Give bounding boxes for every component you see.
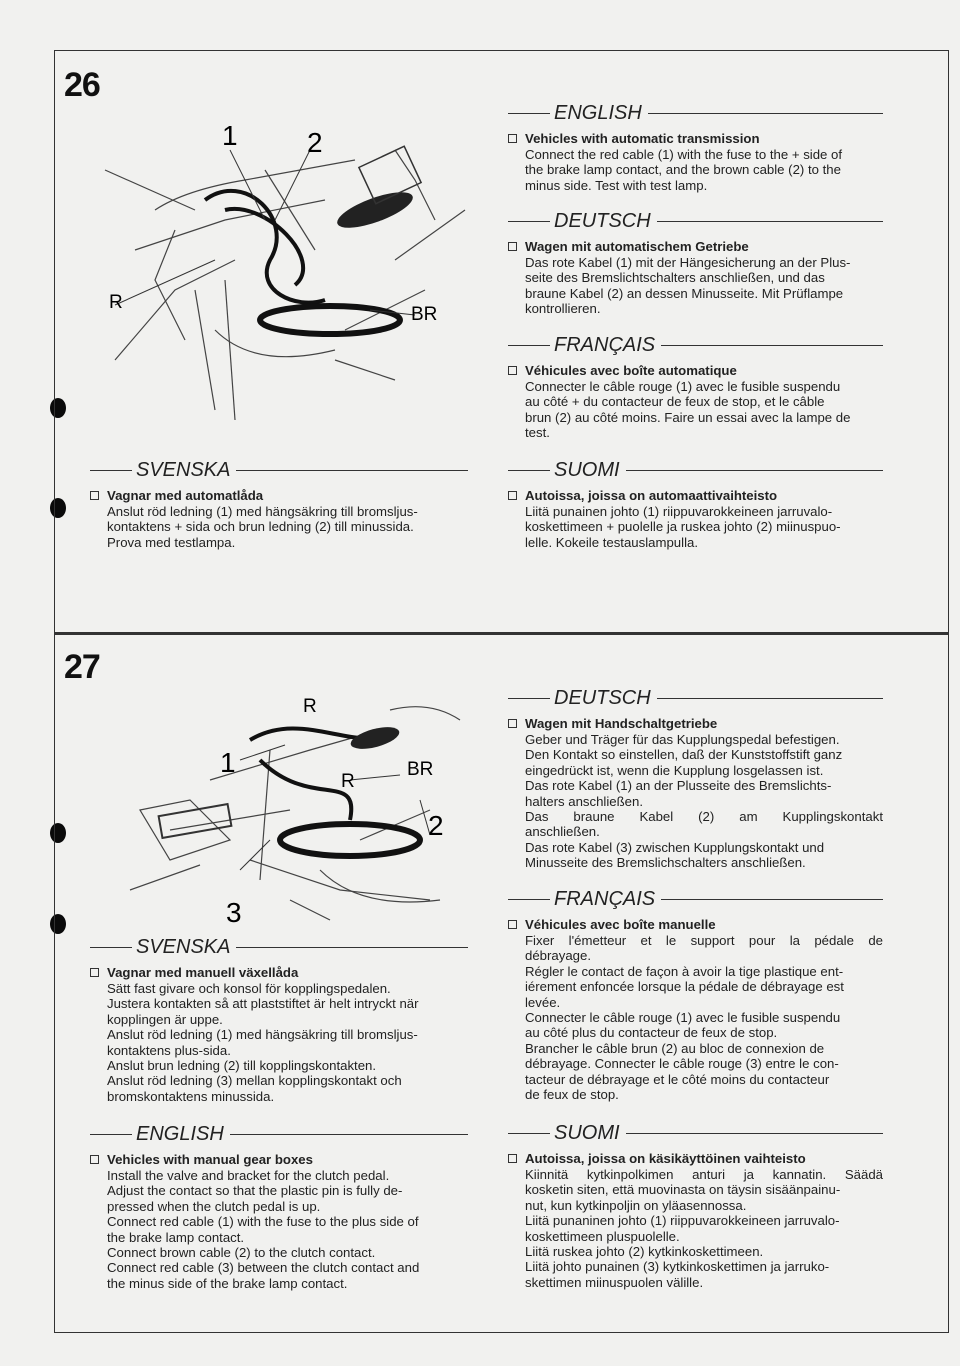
checkbox-icon bbox=[508, 920, 517, 929]
cable-1-label: 1 bbox=[220, 747, 236, 778]
svenska-section-27 bbox=[90, 936, 468, 1104]
instructions: Fixer l'émetteur et le support pour la pédale de débrayage. Régler le contact de façon à avoir la tige plastique ent- iérement enfoncée lorsque la pédale de débrayage est levée. Connecter le câble rouge (1) avec le fusible suspendu au côté plus du contacteur de feux de stop. Brancher le câble brun (2) au bloc de connexion de débrayage. Connecter le câble rouge (3) entre le con- tacteur de débrayage et le côté moins du contacteur de feux de stop. bbox=[525, 933, 883, 1103]
instructions: Geber und Träger für das Kupplungspedal befestigen. Den Kontakt so einstellen, daß der Kunststoffstift ganz eingedrückt ist, wenn die Kupplung losgelassen ist. Das rote Kabel (1) an der Plusseite des Bremslichts- halters anschließen. Das braune Kabel (2) am Kupplingskontakt anschließen. Das rote Kabel (3) zwischen Kupplungskontakt und Minusseite des Bremslichschalters anschließen. bbox=[525, 732, 883, 871]
cable-2-label: 2 bbox=[428, 810, 444, 841]
checkbox-icon bbox=[508, 1154, 517, 1163]
checkbox-icon bbox=[90, 968, 99, 977]
section-title: Autoissa, joissa on käsikäyttöinen vaihteisto bbox=[525, 1151, 806, 1166]
section-title: Vagnar med manuell växellåda bbox=[107, 965, 299, 980]
lang-heading: ENGLISH bbox=[90, 1123, 468, 1146]
checkbox-icon bbox=[90, 1155, 99, 1164]
deutsch-section-27 bbox=[508, 687, 883, 871]
deutsch-section-26 bbox=[508, 210, 883, 317]
section-title: Vagnar med automatlåda bbox=[107, 488, 264, 503]
instructions: Kiinnitä kytkinpolkimen anturi ja kannatin. Säädä kosketin siten, että muovinasta on täysin sisäänpainu- nut, kun kytkinpoljin on yläasennossa. Liitä punaninen johto (1) riippuvarokkeineen jarruvalo- koskettimeen pluspuolelle. Liitä ruskea johto (2) kytkinkoskettimeen. Liitä johto punainen (3) kytkinkoskettimen ja jarruko- skettimen miinuspuolen välille. bbox=[525, 1167, 883, 1290]
checkbox-icon bbox=[90, 491, 99, 500]
cable-3-label: 3 bbox=[226, 897, 242, 928]
instructions: Liitä punainen johto (1) riippuvarokkeineen jarruvalo- koskettimeen + puolelle ja ruskea johto (2) miinuspuo- lelle. Kokeile testauslampulla. bbox=[525, 504, 841, 550]
lang-heading: FRANÇAIS bbox=[508, 334, 883, 357]
english-section-26 bbox=[508, 102, 883, 193]
lang-heading: SUOMI bbox=[508, 1122, 883, 1145]
english-section-27 bbox=[90, 1123, 468, 1291]
suomi-section-27 bbox=[508, 1122, 883, 1290]
red-cable-label-mid: R bbox=[341, 771, 355, 792]
lang-heading: DEUTSCH bbox=[508, 687, 883, 710]
lang-heading: FRANÇAIS bbox=[508, 888, 883, 911]
checkbox-icon bbox=[508, 719, 517, 728]
checkbox-icon bbox=[508, 134, 517, 143]
step-number: 27 bbox=[64, 648, 100, 686]
lang-heading: DEUTSCH bbox=[508, 210, 883, 233]
section-title: Vehicles with manual gear boxes bbox=[107, 1152, 313, 1167]
brown-cable-label: BR bbox=[407, 759, 434, 780]
instructions: Sätt fast givare och konsol för kopplingspedalen. Justera kontakten så att plaststiftet är helt intryckt när kopplingen är uppe. Anslut röd ledning (1) med hängsäkring till bromslјus- kontaktens plus-sida. Anslut brun ledning (2) till kopplingskontakten. Anslut röd ledning (3) mellan kopplingskontakt och bromskontaktens minussida. bbox=[107, 981, 419, 1104]
lang-heading: ENGLISH bbox=[508, 102, 883, 125]
cable-1-label: 1 bbox=[222, 120, 238, 151]
step-number: 26 bbox=[64, 66, 100, 104]
checkbox-icon bbox=[508, 491, 517, 500]
section-title: Vehicles with automatic transmission bbox=[525, 131, 760, 146]
instructions: Das rote Kabel (1) mit der Hängesicherung an der Plus- seite des Bremslichtschalters anschließen, und das braune Kabel (2) an dessen Minusseite. Mit Prüflampe kontrollieren. bbox=[525, 255, 851, 317]
section-title: Véhicules avec boîte manuelle bbox=[525, 917, 716, 932]
instructions: Connect the red cable (1) with the fuse to the + side of the brake lamp contact, and the brown cable (2) to the minus side. Test with test lamp. bbox=[525, 147, 843, 193]
wiring-illustration-automatic bbox=[95, 110, 475, 430]
instructions: Anslut röd ledning (1) med hängsäkring till bromslјus- kontaktens + sida och brun ledning (2) till minussida. Prova med testlampa. bbox=[107, 504, 418, 550]
red-cable-label-top: R bbox=[303, 696, 317, 717]
section-title: Wagen mit automatischem Getriebe bbox=[525, 239, 749, 254]
section-title: Véhicules avec boîte automatique bbox=[525, 363, 737, 378]
svenska-section-26 bbox=[90, 459, 468, 550]
red-cable-label: R bbox=[109, 292, 123, 313]
lang-heading: SVENSKA bbox=[90, 936, 468, 959]
francais-section-26 bbox=[508, 334, 883, 441]
checkbox-icon bbox=[508, 242, 517, 251]
francais-section-27 bbox=[508, 888, 883, 1102]
lang-heading: SVENSKA bbox=[90, 459, 468, 482]
suomi-section-26 bbox=[508, 459, 883, 550]
lang-heading: SUOMI bbox=[508, 459, 883, 482]
wiring-illustration-manual bbox=[110, 690, 480, 930]
cable-2-label: 2 bbox=[307, 127, 323, 158]
section-title: Autoissa, joissa on automaattivaihteisto bbox=[525, 488, 778, 503]
section-title: Wagen mit Handschaltgetriebe bbox=[525, 716, 718, 731]
brown-cable-label: BR bbox=[411, 304, 438, 325]
checkbox-icon bbox=[508, 366, 517, 375]
instructions: Connecter le câble rouge (1) avec le fusible suspendu au côté + du contacteur de feux de stop, et le câble brun (2) au côté moins. Faire un essai avec la lampe de test. bbox=[525, 379, 851, 441]
instructions: Install the valve and bracket for the clutch pedal. Adjust the contact so that the plastic pin is fully de- pressed when the clutch pedal is up. Connect red cable (1) with the fuse to the plus side of the brake lamp contact. Connect brown cable (2) to the clutch contact. Connect red cable (3) between the clutch contact and the minus side of the brake lamp contact. bbox=[107, 1168, 420, 1291]
